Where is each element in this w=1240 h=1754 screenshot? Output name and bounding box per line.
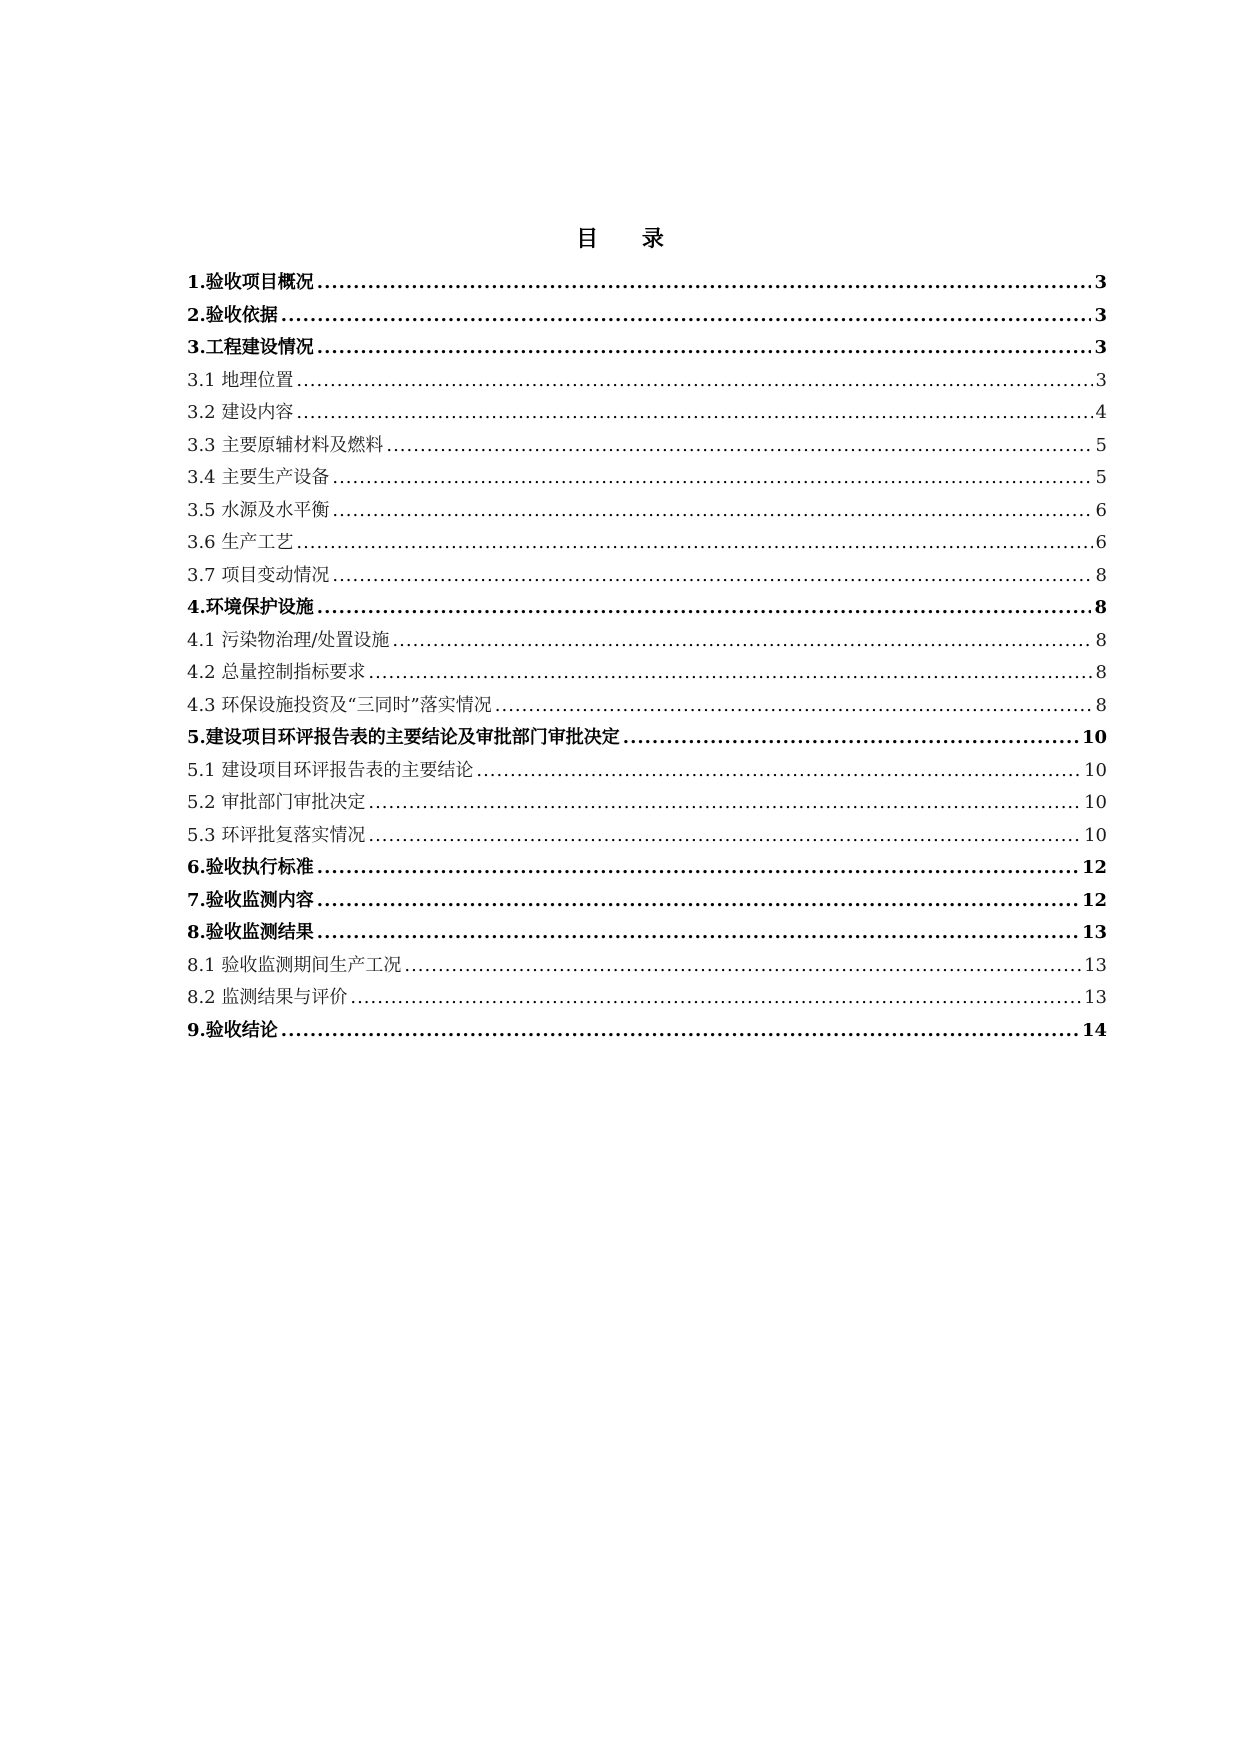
toc-entry[interactable] xyxy=(187,365,1107,398)
toc-entry-page: 4 xyxy=(1095,402,1107,423)
toc-entry-page: 6 xyxy=(1095,499,1107,521)
toc-entry-label: 3.工程建设情况 xyxy=(187,337,314,358)
toc-dot-leader xyxy=(368,657,1092,690)
toc-entry[interactable] xyxy=(187,495,1107,528)
toc-entry-label: 9.验收结论 xyxy=(187,1019,278,1041)
toc-entry-label: 5.2 审批部门审批决定 xyxy=(187,792,366,813)
toc-entry[interactable] xyxy=(187,332,1107,365)
toc-entry-page: 12 xyxy=(1081,857,1107,878)
toc-entry[interactable] xyxy=(187,885,1107,918)
toc-entry-page: 8 xyxy=(1094,597,1107,618)
toc-entry-label: 8.验收监测结果 xyxy=(187,922,314,943)
toc-dot-leader xyxy=(495,690,1093,723)
toc-entry-page: 8 xyxy=(1095,564,1107,586)
toc-entry-page: 3 xyxy=(1094,304,1107,326)
toc-entry[interactable] xyxy=(187,430,1107,463)
toc-entry-page: 13 xyxy=(1081,922,1107,943)
toc-entry-label: 5.建设项目环评报告表的主要结论及审批部门审批决定 xyxy=(187,727,620,748)
toc-entry-page: 3 xyxy=(1094,337,1107,358)
toc-entry-label: 4.3 环保设施投资及“三同时”落实情况 xyxy=(187,694,492,716)
toc-entry-label: 6.验收执行标准 xyxy=(187,857,314,878)
toc-entry-page: 5 xyxy=(1095,434,1107,456)
toc-entry-page: 13 xyxy=(1084,954,1107,976)
toc-dot-leader xyxy=(296,365,1092,398)
toc-title: 目 录 xyxy=(576,226,682,252)
toc-entry-label: 3.6 生产工艺 xyxy=(187,532,294,553)
toc-entry-page: 3 xyxy=(1094,272,1107,293)
toc-dot-leader xyxy=(281,1015,1079,1048)
toc-entry[interactable] xyxy=(187,755,1107,788)
toc-dot-leader xyxy=(317,267,1092,300)
toc-dot-leader xyxy=(281,300,1092,333)
toc-dot-leader xyxy=(392,625,1092,658)
toc-entry-page: 8 xyxy=(1095,694,1107,716)
toc-dot-leader xyxy=(317,917,1079,950)
toc-entry-label: 3.4 主要生产设备 xyxy=(187,467,330,488)
toc-entry[interactable] xyxy=(187,560,1107,593)
toc-entry[interactable] xyxy=(187,625,1107,658)
toc-entry-page: 6 xyxy=(1095,532,1107,553)
toc-entry-label: 1.验收项目概况 xyxy=(187,272,314,293)
toc-entry-label: 5.3 环评批复落实情况 xyxy=(187,824,366,846)
toc-entry-label: 8.2 监测结果与评价 xyxy=(187,987,348,1008)
toc-dot-leader xyxy=(296,397,1092,430)
toc-dot-leader xyxy=(404,950,1081,983)
toc-entry-page: 8 xyxy=(1095,629,1107,651)
toc-dot-leader xyxy=(296,527,1092,560)
toc-entry-label: 4.2 总量控制指标要求 xyxy=(187,662,366,683)
toc-entry[interactable] xyxy=(187,267,1107,300)
toc-dot-leader xyxy=(332,495,1092,528)
toc-dot-leader xyxy=(623,722,1079,755)
toc-dot-leader xyxy=(317,592,1092,625)
toc-entry[interactable] xyxy=(187,787,1107,820)
toc-entry-label: 5.1 建设项目环评报告表的主要结论 xyxy=(187,759,474,781)
toc-entry-page: 14 xyxy=(1081,1019,1107,1041)
toc-entry[interactable] xyxy=(187,917,1107,950)
toc-entry[interactable] xyxy=(187,1015,1107,1048)
toc-entry-label: 3.1 地理位置 xyxy=(187,369,294,391)
toc-entry-page: 10 xyxy=(1084,824,1107,846)
toc-entry[interactable] xyxy=(187,397,1107,430)
toc-dot-leader xyxy=(368,820,1081,853)
toc-entry-label: 3.7 项目变动情况 xyxy=(187,564,330,586)
toc-entry-page: 10 xyxy=(1084,792,1107,813)
toc-dot-leader xyxy=(350,982,1081,1015)
toc-entry[interactable] xyxy=(187,592,1107,625)
toc-entry-page: 3 xyxy=(1095,369,1107,391)
toc-dot-leader xyxy=(332,560,1092,593)
toc-dot-leader xyxy=(317,332,1092,365)
toc-entry[interactable] xyxy=(187,527,1107,560)
toc-entry-page: 8 xyxy=(1095,662,1107,683)
toc-entry-label: 3.5 水源及水平衡 xyxy=(187,499,330,521)
toc-entry-page: 13 xyxy=(1084,987,1107,1008)
toc-entry-page: 12 xyxy=(1081,889,1107,911)
toc-entry-label: 7.验收监测内容 xyxy=(187,889,314,911)
toc-entry[interactable] xyxy=(187,982,1107,1015)
toc-entry-label: 3.3 主要原辅材料及燃料 xyxy=(187,434,384,456)
toc-entry-label: 8.1 验收监测期间生产工况 xyxy=(187,954,402,976)
toc-entry[interactable] xyxy=(187,950,1107,983)
toc-list xyxy=(187,267,1107,1047)
toc-dot-leader xyxy=(317,885,1079,918)
toc-dot-leader xyxy=(317,852,1079,885)
toc-entry[interactable] xyxy=(187,462,1107,495)
toc-entry-page: 10 xyxy=(1081,727,1107,748)
toc-entry-label: 4.环境保护设施 xyxy=(187,597,314,618)
toc-entry[interactable] xyxy=(187,657,1107,690)
toc-entry-label: 2.验收依据 xyxy=(187,304,278,326)
toc-dot-leader xyxy=(368,787,1081,820)
toc-entry-page: 5 xyxy=(1095,467,1107,488)
toc-dot-leader xyxy=(332,462,1092,495)
toc-entry[interactable] xyxy=(187,820,1107,853)
toc-dot-leader xyxy=(386,430,1092,463)
toc-entry[interactable] xyxy=(187,722,1107,755)
toc-entry-page: 10 xyxy=(1084,759,1107,781)
toc-entry-label: 3.2 建设内容 xyxy=(187,402,294,423)
toc-entry[interactable] xyxy=(187,300,1107,333)
toc-entry[interactable] xyxy=(187,690,1107,723)
toc-entry[interactable] xyxy=(187,852,1107,885)
toc-entry-label: 4.1 污染物治理/处置设施 xyxy=(187,629,390,651)
toc-dot-leader xyxy=(476,755,1081,788)
